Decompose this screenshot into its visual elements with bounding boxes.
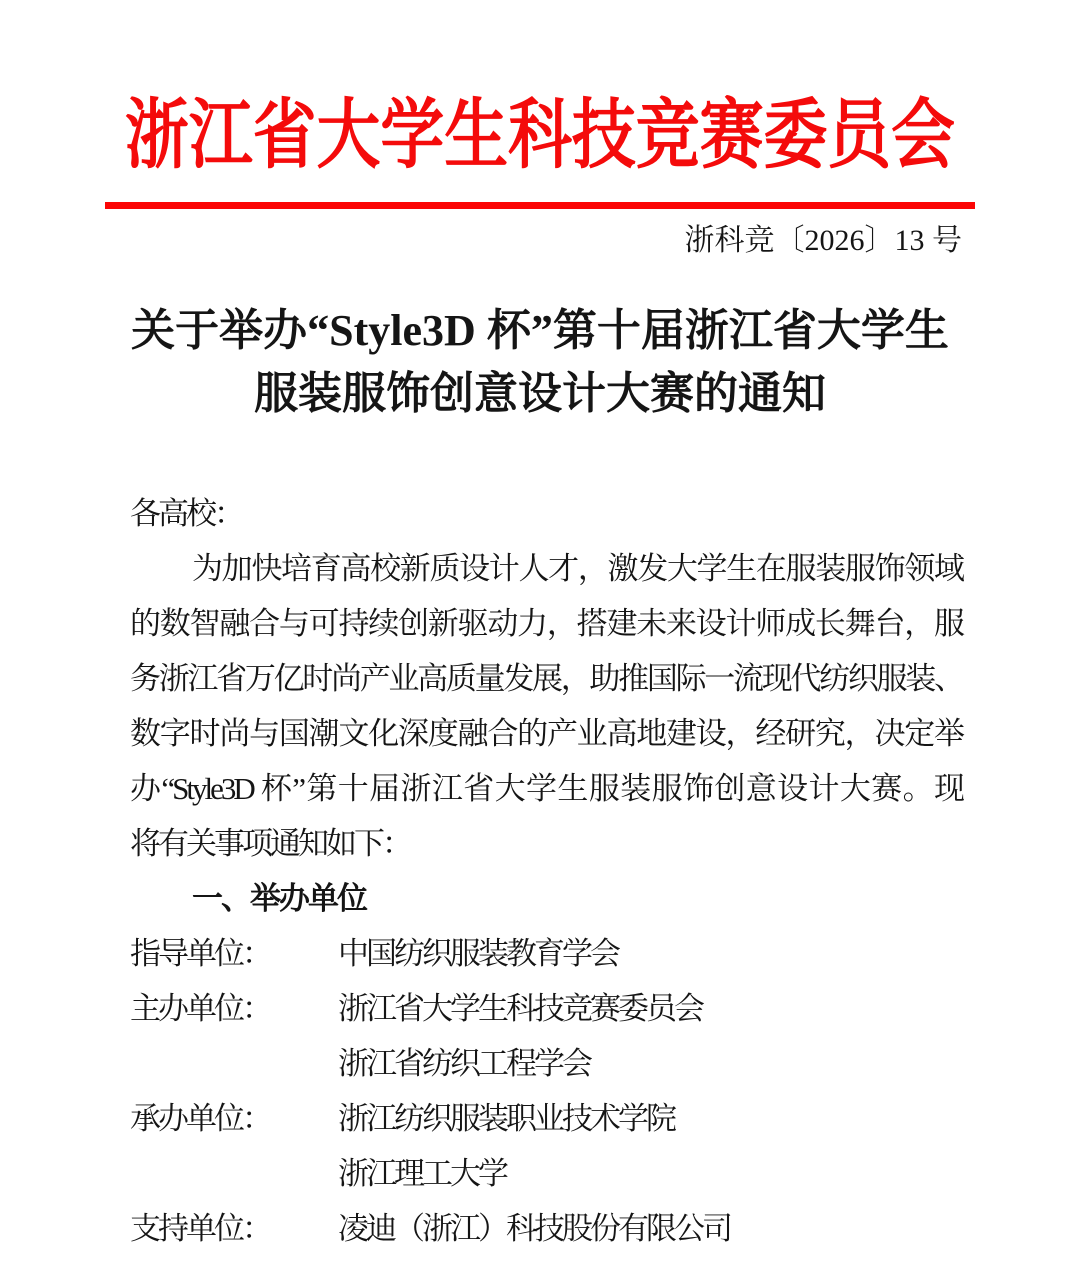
org-line-host-1 (130, 981, 962, 1036)
org-line-undertaker-2 (130, 1146, 962, 1201)
paragraph-line: 将有关事项通知如下： (130, 826, 410, 861)
salutation: 各高校： (130, 496, 242, 531)
org-label: 主办单位： (130, 991, 270, 1026)
notice-title-line-1: 关于举办“Style3D 杯”第十届浙江省大学生 (131, 306, 949, 355)
paragraph-line: 办“Style3D 杯”第十届浙江省大学生服装服饰创意设计大赛。现 (130, 771, 962, 806)
org-line-host-2 (130, 1036, 962, 1091)
letterhead-org-name: 浙江省大学生科技竞赛委员会 (125, 94, 955, 178)
org-label: 承办单位： (130, 1101, 270, 1136)
document-number: 浙科竞〔2026〕13 号 (684, 224, 962, 257)
letterhead-red-rule (105, 202, 975, 209)
paragraph-line: 为加快培育高校新质设计人才，激发大学生在服装服饰领域 (192, 551, 962, 586)
org-value: 凌迪（浙江）科技股份有限公司 (338, 1211, 730, 1246)
org-value: 浙江省大学生科技竞赛委员会 (338, 991, 702, 1026)
org-label: 指导单位： (130, 936, 270, 971)
paragraph-line: 务浙江省万亿时尚产业高质量发展，助推国际一流现代纺织服装、 (130, 661, 962, 696)
notice-title-line-2: 服装服饰创意设计大赛的通知 (254, 369, 826, 418)
section-heading-organizers: 一、举办单位 (192, 881, 366, 916)
org-line-undertaker-1 (130, 1091, 962, 1146)
notice-body (130, 486, 962, 1256)
org-value: 浙江纺织服装职业技术学院 (338, 1101, 674, 1136)
paragraph-line: 的数智融合与可持续创新驱动力，搭建未来设计师成长舞台，服 (130, 606, 962, 641)
notice-title (0, 299, 1080, 425)
org-value: 中国纺织服装教育学会 (338, 936, 618, 971)
org-label: 支持单位： (130, 1211, 270, 1246)
org-line-guidance (130, 926, 962, 981)
org-line-supporter (130, 1201, 962, 1256)
org-value: 浙江理工大学 (338, 1156, 506, 1191)
org-value: 浙江省纺织工程学会 (338, 1046, 590, 1081)
paragraph-line: 数字时尚与国潮文化深度融合的产业高地建设，经研究，决定举 (130, 716, 962, 751)
